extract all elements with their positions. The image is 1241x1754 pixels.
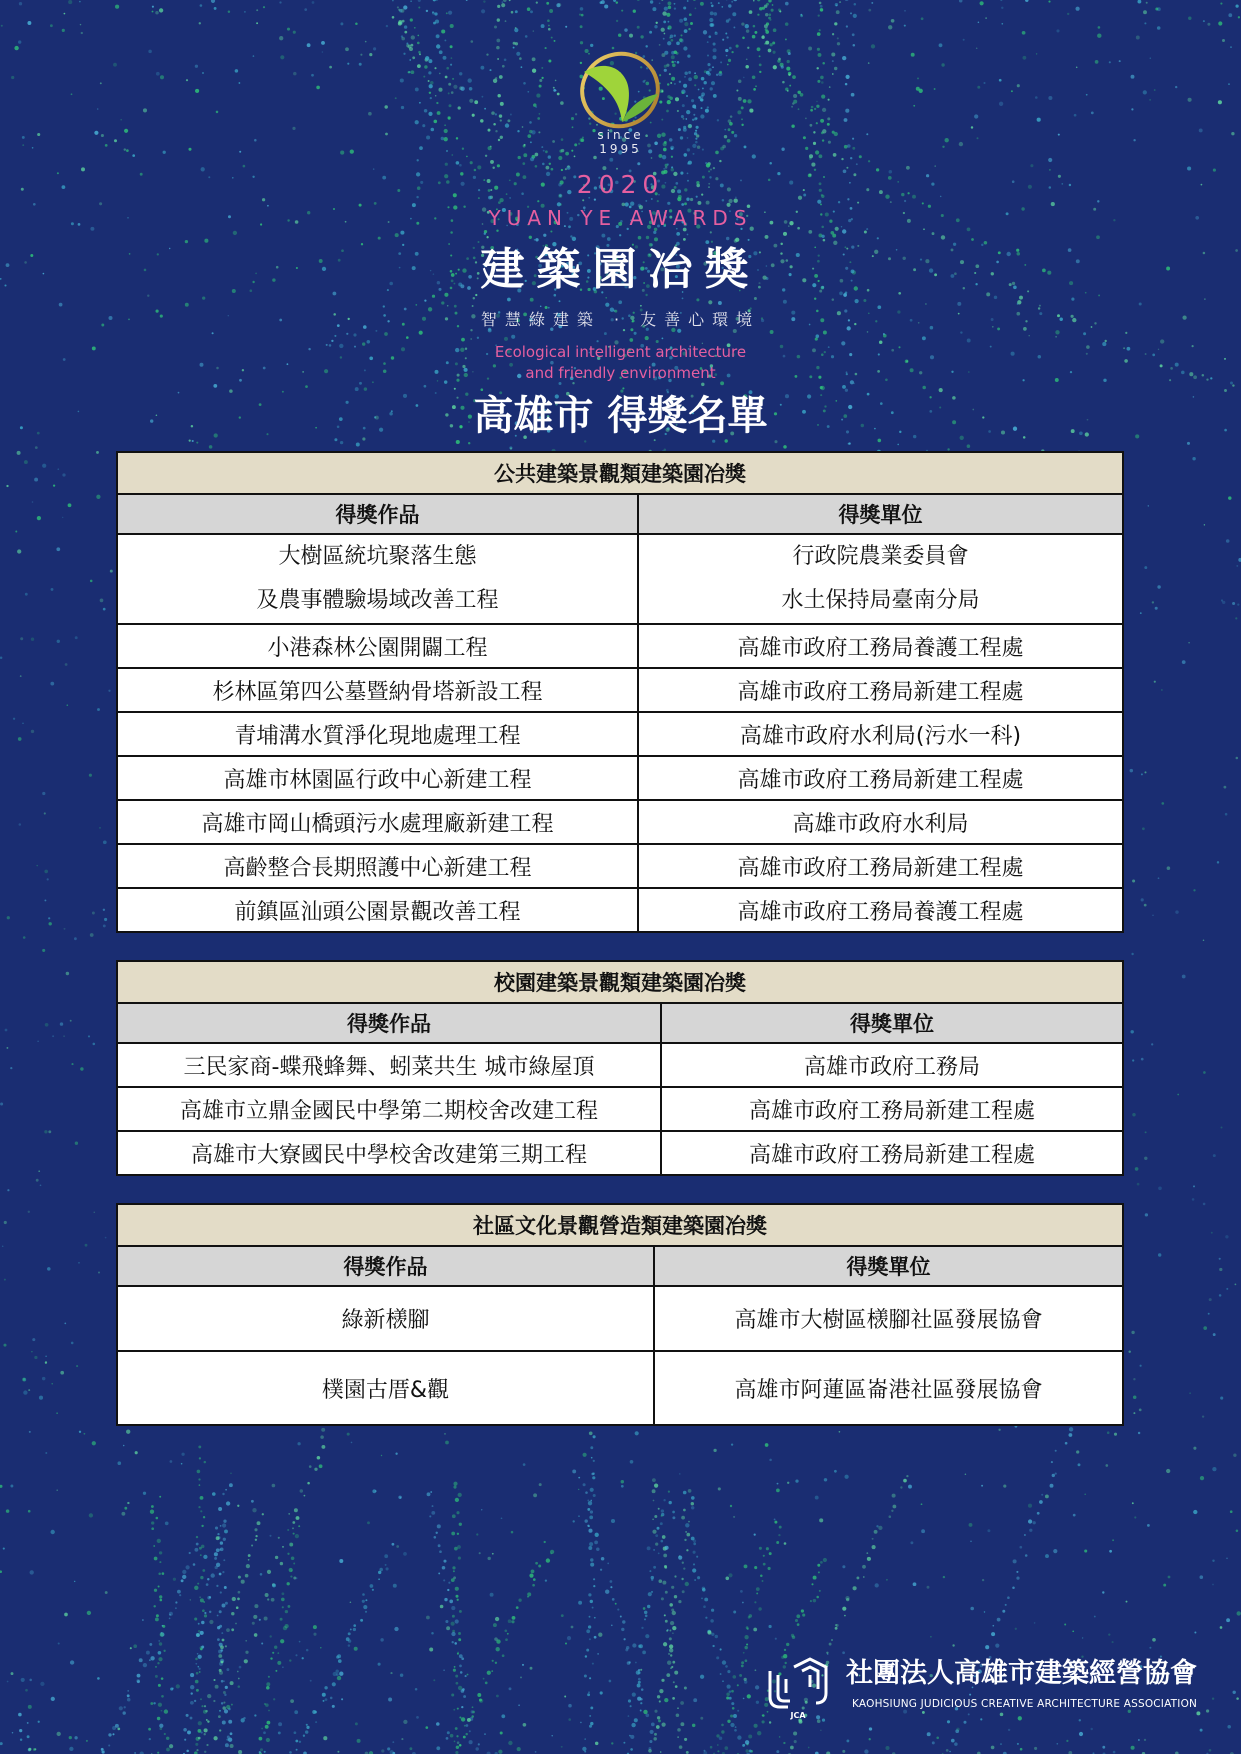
table-row (117, 712, 1123, 756)
table-row (117, 1131, 1123, 1175)
jca-logo-icon (766, 1657, 828, 1709)
founded-year: 1995 (599, 142, 642, 156)
table-category: 社區文化景觀營造類建築園冶獎 (117, 1204, 1123, 1246)
award-work: 前鎮區汕頭公園景觀改善工程 (117, 888, 638, 932)
award-work: 高雄市林園區行政中心新建工程 (117, 756, 638, 800)
award-work: 杉林區第四公墓暨納骨塔新設工程 (117, 668, 638, 712)
table-category: 公共建築景觀類建築園冶獎 (117, 452, 1123, 494)
table-category: 校園建築景觀類建築園冶獎 (117, 961, 1123, 1003)
award-unit: 高雄市政府工務局新建工程處 (661, 1131, 1123, 1175)
award-work: 綠新檨腳 (117, 1286, 654, 1351)
column-header-unit: 得獎單位 (661, 1003, 1123, 1043)
award-work: 小港森林公園開闢工程 (117, 624, 638, 668)
award-unit: 高雄市政府工務局新建工程處 (661, 1087, 1123, 1131)
since-label: since (597, 128, 644, 142)
table-row (117, 888, 1123, 932)
table-row (117, 1043, 1123, 1087)
award-unit: 高雄市政府水利局 (638, 800, 1123, 844)
award-work: 高雄市大寮國民中學校舍改建第三期工程 (117, 1131, 661, 1175)
award-name-en: YUAN YE AWARDS (488, 206, 753, 230)
award-unit: 高雄市政府工務局 (661, 1043, 1123, 1087)
award-unit: 行政院農業委員會 水土保持局臺南分局 (638, 534, 1123, 624)
column-header-work: 得獎作品 (117, 494, 638, 534)
table-row (117, 534, 1123, 624)
award-unit: 高雄市政府工務局新建工程處 (638, 668, 1123, 712)
slogan-cn: 智慧綠建築 · 友善心環境 (480, 310, 761, 329)
campus-architecture-awards-table (116, 960, 1124, 1176)
award-work: 樸園古厝&觀 (117, 1351, 654, 1425)
table-row (117, 1087, 1123, 1131)
award-work: 大樹區統坑聚落生態 及農事體驗場域改善工程 (117, 534, 638, 624)
jca-logo-text: JCA (790, 1711, 806, 1720)
page-title: 高雄市 得獎名單 (473, 393, 768, 439)
column-header-unit: 得獎單位 (638, 494, 1123, 534)
slogan-en-line2: and friendly environment (525, 364, 716, 382)
slogan-en-line1: Ecological intelligent architecture (494, 343, 747, 361)
table-row (117, 624, 1123, 668)
award-unit: 高雄市政府工務局養護工程處 (638, 624, 1123, 668)
award-unit: 高雄市政府工務局新建工程處 (638, 844, 1123, 888)
column-header-unit: 得獎單位 (654, 1246, 1123, 1286)
table-row (117, 1286, 1123, 1351)
table-row (117, 1351, 1123, 1425)
yuan-ye-leaf-logo-icon (570, 50, 670, 140)
award-unit: 高雄市大樹區檨腳社區發展協會 (654, 1286, 1123, 1351)
award-work: 高雄市立鼎金國民中學第二期校舍改建工程 (117, 1087, 661, 1131)
public-architecture-awards-table (116, 451, 1124, 933)
edition-year: 2020 (576, 170, 665, 199)
award-unit: 高雄市阿蓮區崙港社區發展協會 (654, 1351, 1123, 1425)
association-footer (766, 1655, 1206, 1725)
award-unit: 高雄市政府水利局(污水一科) (638, 712, 1123, 756)
column-header-work: 得獎作品 (117, 1246, 654, 1286)
association-name-cn: 社團法人高雄市建築經營協會 (846, 1658, 1197, 1689)
award-work: 高雄市岡山橋頭污水處理廠新建工程 (117, 800, 638, 844)
award-name-cn: 建築園冶獎 (480, 244, 761, 295)
award-work: 三民家商-蝶飛蜂舞、蚓菜共生 城市綠屋頂 (117, 1043, 661, 1087)
award-work: 高齡整合長期照護中心新建工程 (117, 844, 638, 888)
column-header-work: 得獎作品 (117, 1003, 661, 1043)
table-row (117, 844, 1123, 888)
award-work: 青埔溝水質淨化現地處理工程 (117, 712, 638, 756)
association-name-en: KAOHSIUNG JUDICIOUS CREATIVE ARCHITECTURE ASSOCIATION (852, 1698, 1198, 1710)
award-unit: 高雄市政府工務局養護工程處 (638, 888, 1123, 932)
table-row (117, 800, 1123, 844)
community-culture-awards-table (116, 1203, 1124, 1426)
table-row (117, 756, 1123, 800)
award-unit: 高雄市政府工務局新建工程處 (638, 756, 1123, 800)
table-row (117, 668, 1123, 712)
